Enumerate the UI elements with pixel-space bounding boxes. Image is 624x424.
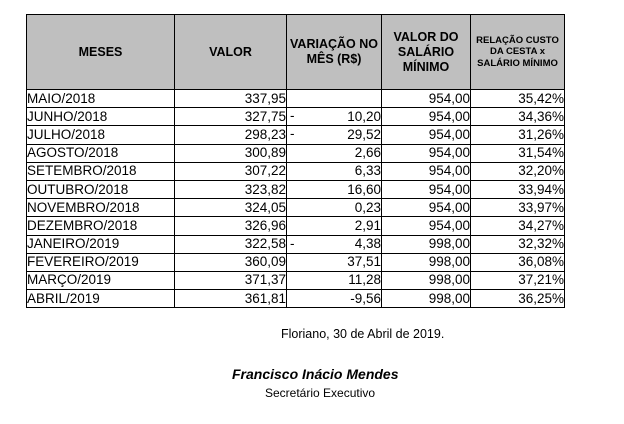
cell-variation (287, 271, 382, 289)
cell-minimum-wage: 998,00 (382, 235, 471, 253)
place-date: Floriano, 30 de Abril de 2019. (281, 327, 445, 341)
cell-value: 298,23 (175, 126, 287, 144)
cell-month: JUNHO/2018 (27, 108, 175, 126)
cell-variation (287, 144, 382, 162)
cell-ratio: 36,25% (471, 290, 565, 308)
cell-value: 361,81 (175, 290, 287, 308)
header-row (27, 15, 565, 90)
variation-value: 2,66 (354, 145, 381, 161)
cell-month: MAIO/2018 (27, 90, 175, 108)
header-minimum-wage: VALOR DO SALÁRIO MÍNIMO (382, 15, 471, 90)
cell-minimum-wage: 954,00 (382, 162, 471, 180)
variation-value: 2,91 (354, 217, 381, 233)
cell-variation (287, 199, 382, 217)
cell-variation (287, 126, 382, 144)
cell-ratio: 32,20% (471, 162, 565, 180)
variation-value: 6,33 (354, 163, 381, 179)
header-month: MESES (27, 15, 175, 90)
variation-value: 4,38 (354, 236, 381, 252)
header-variation: VARIAÇÃO NO MÊS (R$) (287, 15, 382, 90)
cell-minimum-wage: 954,00 (382, 126, 471, 144)
price-table (26, 14, 565, 308)
cell-value: 371,37 (175, 271, 287, 289)
variation-value: 37,51 (347, 254, 381, 270)
cell-month: DEZEMBRO/2018 (27, 217, 175, 235)
cell-variation (287, 253, 382, 271)
table-row (27, 199, 565, 217)
table-row (27, 90, 565, 108)
cell-ratio: 36,08% (471, 253, 565, 271)
cell-minimum-wage: 998,00 (382, 290, 471, 308)
cell-minimum-wage: 954,00 (382, 199, 471, 217)
table-row (27, 253, 565, 271)
cell-ratio: 32,32% (471, 235, 565, 253)
variation-sign: - (290, 235, 295, 251)
table-row (27, 144, 565, 162)
cell-variation (287, 162, 382, 180)
table-body (27, 90, 565, 308)
cell-value: 360,09 (175, 253, 287, 271)
cell-value: 324,05 (175, 199, 287, 217)
signer-role: Secretário Executivo (265, 386, 376, 400)
cell-variation (287, 108, 382, 126)
cell-month: SETEMBRO/2018 (27, 162, 175, 180)
cell-minimum-wage: 998,00 (382, 253, 471, 271)
variation-value: 16,60 (347, 181, 381, 197)
cell-minimum-wage: 954,00 (382, 108, 471, 126)
cell-variation (287, 235, 382, 253)
table-row (27, 180, 565, 198)
cell-value: 307,22 (175, 162, 287, 180)
cell-ratio: 33,97% (471, 199, 565, 217)
variation-value: 10,20 (347, 108, 381, 124)
cell-value: 327,75 (175, 108, 287, 126)
variation-sign: - (290, 126, 295, 142)
variation-sign: - (290, 108, 295, 124)
cell-minimum-wage: 954,00 (382, 144, 471, 162)
variation-value: 11,28 (348, 272, 381, 288)
cell-value: 337,95 (175, 90, 287, 108)
cell-month: JULHO/2018 (27, 126, 175, 144)
cell-variation (287, 290, 382, 308)
cell-minimum-wage: 954,00 (382, 180, 471, 198)
cell-month: ABRIL/2019 (27, 290, 175, 308)
table-row (27, 290, 565, 308)
cell-minimum-wage: 998,00 (382, 271, 471, 289)
cell-ratio: 37,21% (471, 271, 565, 289)
cell-value: 322,58 (175, 235, 287, 253)
header-value: VALOR (175, 15, 287, 90)
cell-minimum-wage: 954,00 (382, 90, 471, 108)
cell-ratio: 31,26% (471, 126, 565, 144)
cell-minimum-wage: 954,00 (382, 217, 471, 235)
cell-month: JANEIRO/2019 (27, 235, 175, 253)
cell-month: FEVEREIRO/2019 (27, 253, 175, 271)
cell-month: NOVEMBRO/2018 (27, 199, 175, 217)
cell-month: MARÇO/2019 (27, 271, 175, 289)
table-row (27, 235, 565, 253)
cell-value: 300,89 (175, 144, 287, 162)
cell-ratio: 34,36% (471, 108, 565, 126)
header-ratio: RELAÇÃO CUSTO DA CESTA x SALÁRIO MÍNIMO (471, 15, 565, 90)
cell-variation (287, 180, 382, 198)
cell-value: 326,96 (175, 217, 287, 235)
cell-ratio: 34,27% (471, 217, 565, 235)
cell-month: AGOSTO/2018 (27, 144, 175, 162)
cell-ratio: 35,42% (471, 90, 565, 108)
cell-ratio: 33,94% (471, 180, 565, 198)
variation-value: 0,23 (354, 199, 381, 215)
table-row (27, 108, 565, 126)
cell-month: OUTUBRO/2018 (27, 180, 175, 198)
table-row (27, 271, 565, 289)
cell-variation (287, 90, 382, 108)
table-row (27, 162, 565, 180)
cell-ratio: 31,54% (471, 144, 565, 162)
table-row (27, 126, 565, 144)
cell-value: 323,82 (175, 180, 287, 198)
variation-value: 29,52 (347, 126, 381, 142)
signer-name: Francisco Inácio Mendes (232, 366, 399, 382)
variation-value: -9,56 (350, 290, 381, 306)
cell-variation (287, 217, 382, 235)
table-row (27, 217, 565, 235)
